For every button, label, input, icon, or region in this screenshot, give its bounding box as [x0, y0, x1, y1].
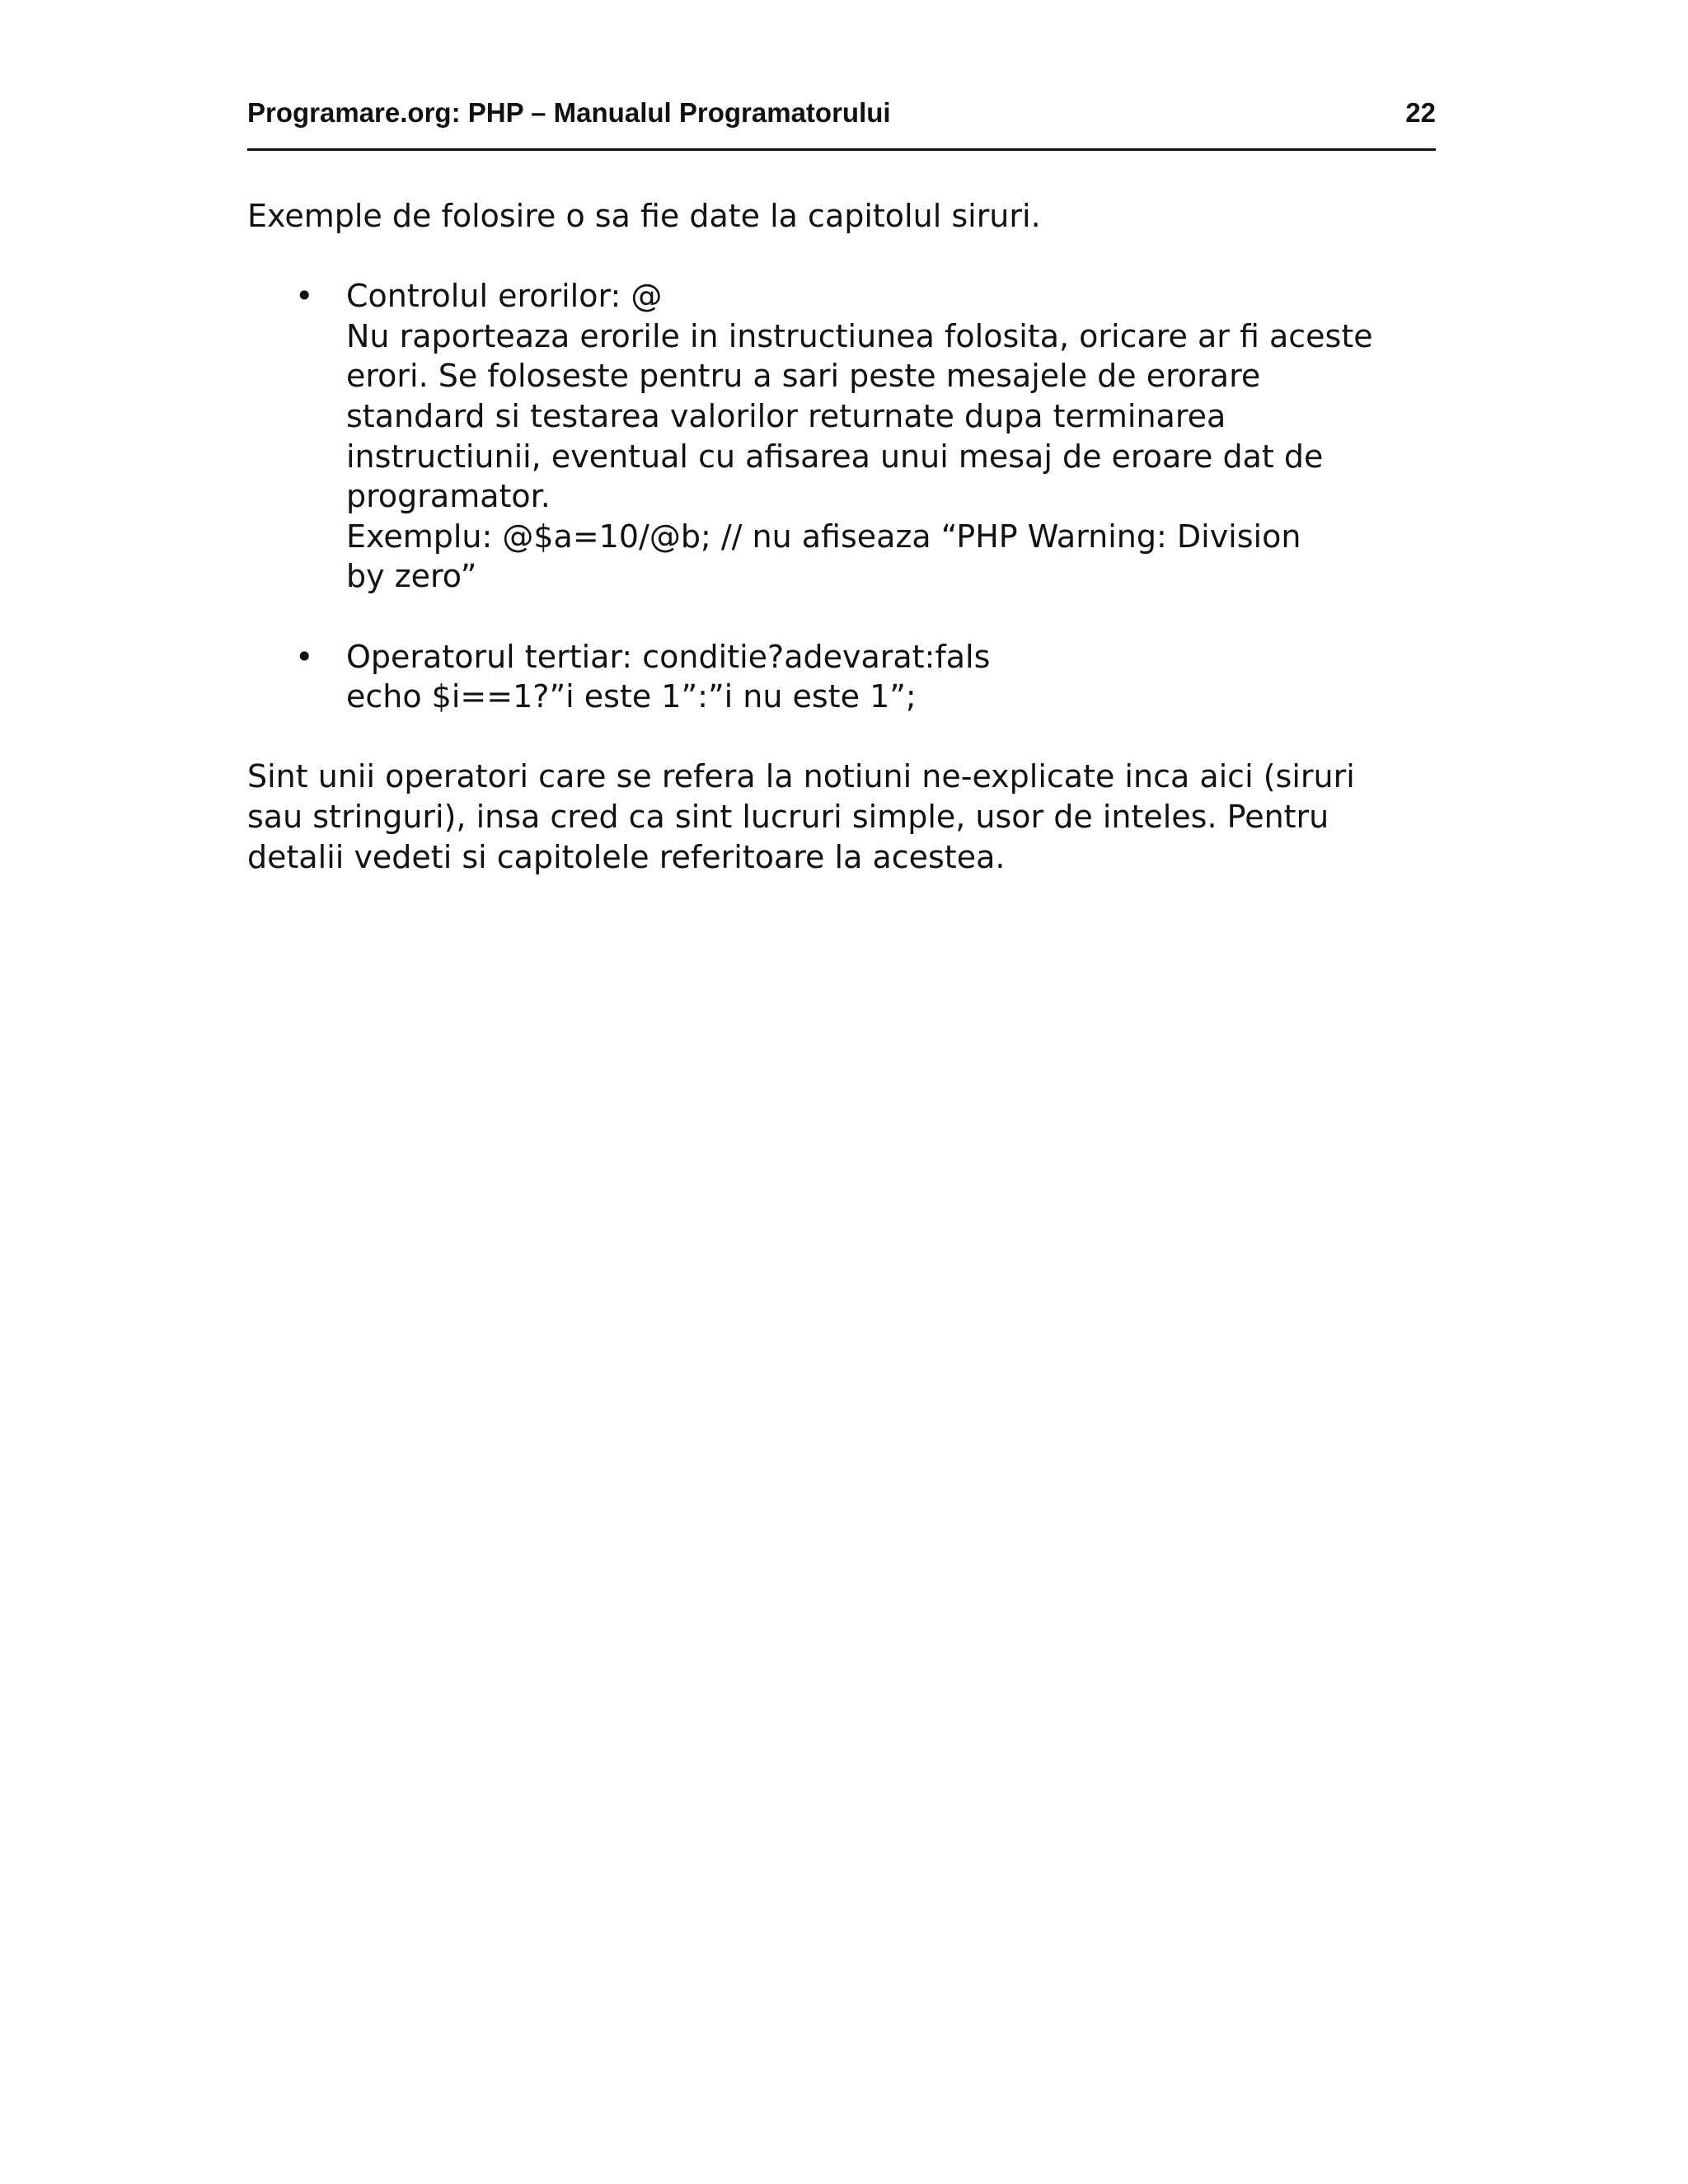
- list-item-line: programator.: [346, 478, 551, 515]
- bullet-icon: •: [295, 638, 314, 675]
- bullet-icon: •: [295, 278, 314, 315]
- closing-paragraph: [247, 757, 1436, 877]
- list-item-line: Exemplu: @$a=10/@b; // nu afiseaza “PHP Warning: Division: [346, 518, 1301, 555]
- list-item-line: echo $i==1?”i este 1”:”i nu este 1”;: [346, 678, 917, 715]
- header-title: Programare.org: PHP – Manualul Programatorului: [247, 97, 891, 128]
- list-item-error-control: [295, 276, 1436, 597]
- paragraph-line: sau stringuri), insa cred ca sint lucruri simple, usor de inteles. Pentru: [247, 798, 1329, 835]
- paragraph-line: detalii vedeti si capitolele referitoare la acestea.: [247, 838, 1006, 875]
- list-item-ternary-operator: [295, 637, 1436, 717]
- list-item-line: Nu raporteaza erorile in instructiunea folosita, oricare ar fi aceste: [346, 317, 1373, 354]
- list-item-line: instructiunii, eventual cu afisarea unui mesaj de eroare dat de: [346, 438, 1324, 475]
- list-item-line: erori. Se foloseste pentru a sari peste mesajele de erorare: [346, 358, 1261, 395]
- page-number: 22: [1405, 97, 1436, 128]
- spacer: [247, 717, 1436, 757]
- list-item-line: Operatorul tertiar: conditie?adevarat:fals: [346, 638, 991, 675]
- list-item-line: standard si testarea valorilor returnate dupa terminarea: [346, 397, 1226, 434]
- paragraph-line: Sint unii operatori care se refera la notiuni ne-explicate inca aici (siruri: [247, 758, 1355, 795]
- list-item-line: Controlul erorilor: @: [346, 278, 663, 315]
- intro-line: Exemple de folosire o sa fie date la capitolul siruri.: [247, 198, 1041, 234]
- spacer: [247, 237, 1436, 277]
- running-header: [247, 94, 1436, 151]
- body-text: [247, 196, 1436, 877]
- list-item-line: by zero”: [346, 558, 477, 595]
- spacer: [247, 597, 1436, 637]
